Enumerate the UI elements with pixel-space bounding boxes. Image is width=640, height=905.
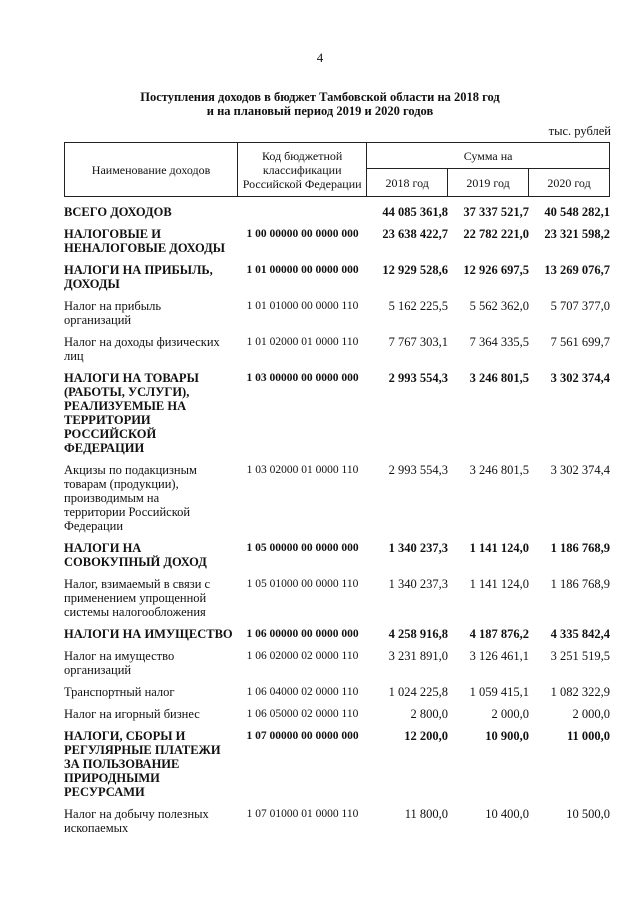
row-spacer-cell bbox=[64, 699, 610, 707]
amount-2018: 7 767 303,1 bbox=[388, 335, 448, 349]
row-spacer-cell bbox=[64, 799, 610, 807]
amount-2020: 1 186 768,9 bbox=[550, 541, 610, 555]
row-spacer-cell bbox=[64, 619, 610, 627]
table-row bbox=[64, 729, 610, 799]
amount-2020: 10 500,0 bbox=[566, 807, 610, 821]
income-name-line: РЕГУЛЯРНЫЕ ПЛАТЕЖИ bbox=[64, 743, 221, 757]
income-name-line: НАЛОГИ НА bbox=[64, 541, 142, 555]
row-spacer bbox=[64, 569, 610, 577]
income-name-line: НАЛОГОВЫЕ И bbox=[64, 227, 161, 241]
header-year-2020: 2020 год bbox=[529, 169, 610, 197]
row-spacer-cell bbox=[64, 641, 610, 649]
table-row bbox=[64, 707, 610, 721]
income-name-line: Налог на имущество bbox=[64, 649, 175, 663]
amount-2019: 7 364 335,5 bbox=[469, 335, 529, 349]
row-spacer-cell bbox=[64, 835, 610, 843]
amount-2019: 3 126 461,1 bbox=[469, 649, 529, 663]
units-label: тыс. рублей bbox=[548, 124, 611, 138]
header-code-line: Код бюджетной bbox=[262, 148, 343, 163]
income-name-line: ВСЕГО ДОХОДОВ bbox=[64, 205, 172, 219]
amount-2020: 23 321 598,2 bbox=[544, 227, 610, 241]
income-name-line: РЕАЛИЗУЕМЫЕ НА bbox=[64, 399, 187, 413]
amount-2019: 10 400,0 bbox=[485, 807, 529, 821]
income-name-line: ЗА ПОЛЬЗОВАНИЕ bbox=[64, 757, 180, 771]
income-name-line: НЕНАЛОГОВЫЕ ДОХОДЫ bbox=[64, 241, 225, 255]
income-name-line: Налог на добычу полезных bbox=[64, 807, 209, 821]
income-name bbox=[64, 263, 238, 291]
amount-2019: 37 337 521,7 bbox=[463, 205, 529, 219]
income-name bbox=[64, 205, 238, 219]
amount-2018: 4 258 916,8 bbox=[388, 627, 448, 641]
row-spacer-cell bbox=[64, 569, 610, 577]
budget-code: 1 03 02000 01 0000 110 bbox=[246, 464, 359, 476]
header-year-2018: 2018 год bbox=[367, 169, 448, 197]
title-line-1: Поступления доходов в бюджет Тамбовской области на 2018 год bbox=[140, 90, 500, 104]
row-spacer-cell bbox=[64, 455, 610, 463]
amount-2020: 1 186 768,9 bbox=[550, 577, 610, 591]
budget-code: 1 06 05000 02 0000 110 bbox=[246, 708, 359, 720]
row-spacer bbox=[64, 533, 610, 541]
income-name-line: системы налогообложения bbox=[64, 605, 206, 619]
table-row bbox=[64, 205, 610, 219]
amount-2018: 5 162 225,5 bbox=[388, 299, 448, 313]
income-name-line: ФЕДЕРАЦИИ bbox=[64, 441, 145, 455]
amount-2019: 1 141 124,0 bbox=[469, 541, 529, 555]
income-name-line: Налог на игорный бизнес bbox=[64, 707, 200, 721]
row-spacer-cell bbox=[64, 363, 610, 371]
income-name bbox=[64, 649, 238, 677]
income-name-line: (РАБОТЫ, УСЛУГИ), bbox=[64, 385, 190, 399]
row-spacer-cell bbox=[64, 721, 610, 729]
table-row bbox=[64, 807, 610, 835]
amount-2018: 1 340 237,3 bbox=[388, 577, 448, 591]
budget-code: 1 01 00000 00 0000 000 bbox=[246, 264, 359, 276]
row-spacer-cell bbox=[64, 255, 610, 263]
header-name: Наименование доходов bbox=[65, 143, 238, 197]
row-spacer bbox=[64, 219, 610, 227]
table-row bbox=[64, 371, 610, 455]
amount-2019: 5 562 362,0 bbox=[469, 299, 529, 313]
row-spacer-cell bbox=[64, 533, 610, 541]
budget-code: 1 01 01000 00 0000 110 bbox=[246, 300, 359, 312]
income-name bbox=[64, 299, 238, 327]
row-spacer-cell bbox=[64, 291, 610, 299]
header-sum: Сумма на bbox=[367, 143, 610, 169]
amount-2019: 3 246 801,5 bbox=[469, 463, 529, 477]
income-name bbox=[64, 577, 238, 619]
amount-2018: 3 231 891,0 bbox=[388, 649, 448, 663]
amount-2018: 1 024 225,8 bbox=[388, 685, 448, 699]
table-row bbox=[64, 263, 610, 291]
income-name bbox=[64, 541, 238, 569]
income-name-line: Федерации bbox=[64, 519, 124, 533]
row-spacer bbox=[64, 291, 610, 299]
amount-2019: 10 900,0 bbox=[485, 729, 529, 743]
budget-code: 1 06 00000 00 0000 000 bbox=[246, 628, 359, 640]
header-code-line: Российской Федерации bbox=[242, 176, 362, 191]
income-name-line: Акцизы по подакцизным bbox=[64, 463, 197, 477]
row-spacer bbox=[64, 619, 610, 627]
amount-2018: 23 638 422,7 bbox=[382, 227, 448, 241]
amount-2018: 2 800,0 bbox=[410, 707, 448, 721]
row-spacer bbox=[64, 327, 610, 335]
row-spacer bbox=[64, 641, 610, 649]
income-name-line: НАЛОГИ НА ПРИБЫЛЬ, bbox=[64, 263, 213, 277]
row-spacer bbox=[64, 699, 610, 707]
header-year-2019: 2019 год bbox=[448, 169, 529, 197]
income-name bbox=[64, 463, 238, 533]
budget-code: 1 06 04000 02 0000 110 bbox=[246, 686, 359, 698]
income-name-line: Налог, взимаемый в связи с bbox=[64, 577, 211, 591]
budget-code: 1 05 01000 00 0000 110 bbox=[246, 578, 359, 590]
budget-code bbox=[238, 205, 367, 219]
budget-code: 1 07 01000 01 0000 110 bbox=[246, 808, 359, 820]
income-name-line: НАЛОГИ НА ИМУЩЕСТВО bbox=[64, 627, 233, 641]
page-number: 4 bbox=[316, 50, 324, 65]
amount-2019: 22 782 221,0 bbox=[463, 227, 529, 241]
budget-code: 1 07 00000 00 0000 000 bbox=[246, 730, 359, 742]
header-code-line: классификации bbox=[262, 162, 342, 177]
income-name-line: организаций bbox=[64, 313, 132, 327]
row-spacer bbox=[64, 799, 610, 807]
amount-2018: 44 085 361,8 bbox=[382, 205, 448, 219]
income-name-line: ТЕРРИТОРИИ bbox=[64, 413, 151, 427]
income-name-line: ПРИРОДНЫМИ bbox=[64, 771, 160, 785]
income-name-line: ископаемых bbox=[64, 821, 129, 835]
income-name-line: НАЛОГИ, СБОРЫ И bbox=[64, 729, 186, 743]
income-name-line: НАЛОГИ НА ТОВАРЫ bbox=[64, 371, 199, 385]
amount-2018: 11 800,0 bbox=[404, 807, 448, 821]
table-row bbox=[64, 685, 610, 699]
income-name-line: лиц bbox=[64, 349, 84, 363]
table-row bbox=[64, 299, 610, 327]
table-header bbox=[64, 142, 610, 197]
income-name bbox=[64, 227, 238, 255]
header-code bbox=[238, 143, 367, 197]
row-spacer-cell bbox=[64, 677, 610, 685]
income-name-line: Транспортный налог bbox=[64, 685, 175, 699]
amount-2020: 11 000,0 bbox=[566, 729, 610, 743]
row-spacer-cell bbox=[64, 327, 610, 335]
budget-code: 1 03 00000 00 0000 000 bbox=[246, 372, 359, 384]
amount-2020: 7 561 699,7 bbox=[550, 335, 610, 349]
income-name-line: Налог на доходы физических bbox=[64, 335, 220, 349]
amount-2019: 3 246 801,5 bbox=[469, 371, 529, 385]
table-row bbox=[64, 335, 610, 363]
row-spacer-cell bbox=[64, 219, 610, 227]
income-table bbox=[64, 205, 610, 843]
amount-2018: 12 200,0 bbox=[404, 729, 448, 743]
amount-2019: 1 141 124,0 bbox=[469, 577, 529, 591]
amount-2018: 12 929 528,6 bbox=[382, 263, 448, 277]
row-spacer bbox=[64, 721, 610, 729]
row-spacer bbox=[64, 677, 610, 685]
income-name-line: товарам (продукции), bbox=[64, 477, 179, 491]
budget-code: 1 05 00000 00 0000 000 bbox=[246, 542, 359, 554]
amount-2018: 1 340 237,3 bbox=[388, 541, 448, 555]
row-spacer bbox=[64, 363, 610, 371]
amount-2019: 12 926 697,5 bbox=[463, 263, 529, 277]
budget-code: 1 00 00000 00 0000 000 bbox=[246, 228, 359, 240]
income-name bbox=[64, 807, 238, 835]
income-name-line: применением упрощенной bbox=[64, 591, 207, 605]
table-row bbox=[64, 627, 610, 641]
income-name-line: РЕСУРСАМИ bbox=[64, 785, 145, 799]
table-row bbox=[64, 463, 610, 533]
income-name-line: организаций bbox=[64, 663, 132, 677]
amount-2018: 2 993 554,3 bbox=[388, 463, 448, 477]
amount-2020: 4 335 842,4 bbox=[550, 627, 610, 641]
amount-2020: 1 082 322,9 bbox=[550, 685, 610, 699]
table-row bbox=[64, 577, 610, 619]
amount-2020: 5 707 377,0 bbox=[550, 299, 610, 313]
income-name-line: РОССИЙСКОЙ bbox=[64, 427, 157, 441]
amount-2020: 3 302 374,4 bbox=[550, 371, 610, 385]
income-name-line: Налог на прибыль bbox=[64, 299, 162, 313]
amount-2019: 4 187 876,2 bbox=[469, 627, 529, 641]
row-spacer bbox=[64, 455, 610, 463]
income-name bbox=[64, 627, 238, 641]
table-row bbox=[64, 541, 610, 569]
income-name bbox=[64, 707, 238, 721]
amount-2020: 3 302 374,4 bbox=[550, 463, 610, 477]
title-line-2: и на плановый период 2019 и 2020 годов bbox=[206, 104, 434, 118]
budget-code: 1 06 02000 02 0000 110 bbox=[246, 650, 359, 662]
amount-2019: 2 000,0 bbox=[491, 707, 529, 721]
amount-2018: 2 993 554,3 bbox=[388, 371, 448, 385]
income-name-line: ДОХОДЫ bbox=[64, 277, 120, 291]
amount-2019: 1 059 415,1 bbox=[469, 685, 529, 699]
income-name bbox=[64, 685, 238, 699]
row-spacer bbox=[64, 835, 610, 843]
amount-2020: 13 269 076,7 bbox=[544, 263, 610, 277]
table-row bbox=[64, 227, 610, 255]
amount-2020: 40 548 282,1 bbox=[544, 205, 610, 219]
income-name-line: производимым на bbox=[64, 491, 160, 505]
income-name-line: СОВОКУПНЫЙ ДОХОД bbox=[64, 555, 207, 569]
budget-code: 1 01 02000 01 0000 110 bbox=[246, 336, 359, 348]
table-row bbox=[64, 649, 610, 677]
amount-2020: 3 251 519,5 bbox=[550, 649, 610, 663]
row-spacer bbox=[64, 255, 610, 263]
document-title bbox=[0, 90, 640, 118]
income-name bbox=[64, 729, 238, 799]
income-name bbox=[64, 335, 238, 363]
amount-2020: 2 000,0 bbox=[572, 707, 610, 721]
income-name-line: территории Российской bbox=[64, 505, 191, 519]
income-name bbox=[64, 371, 238, 455]
